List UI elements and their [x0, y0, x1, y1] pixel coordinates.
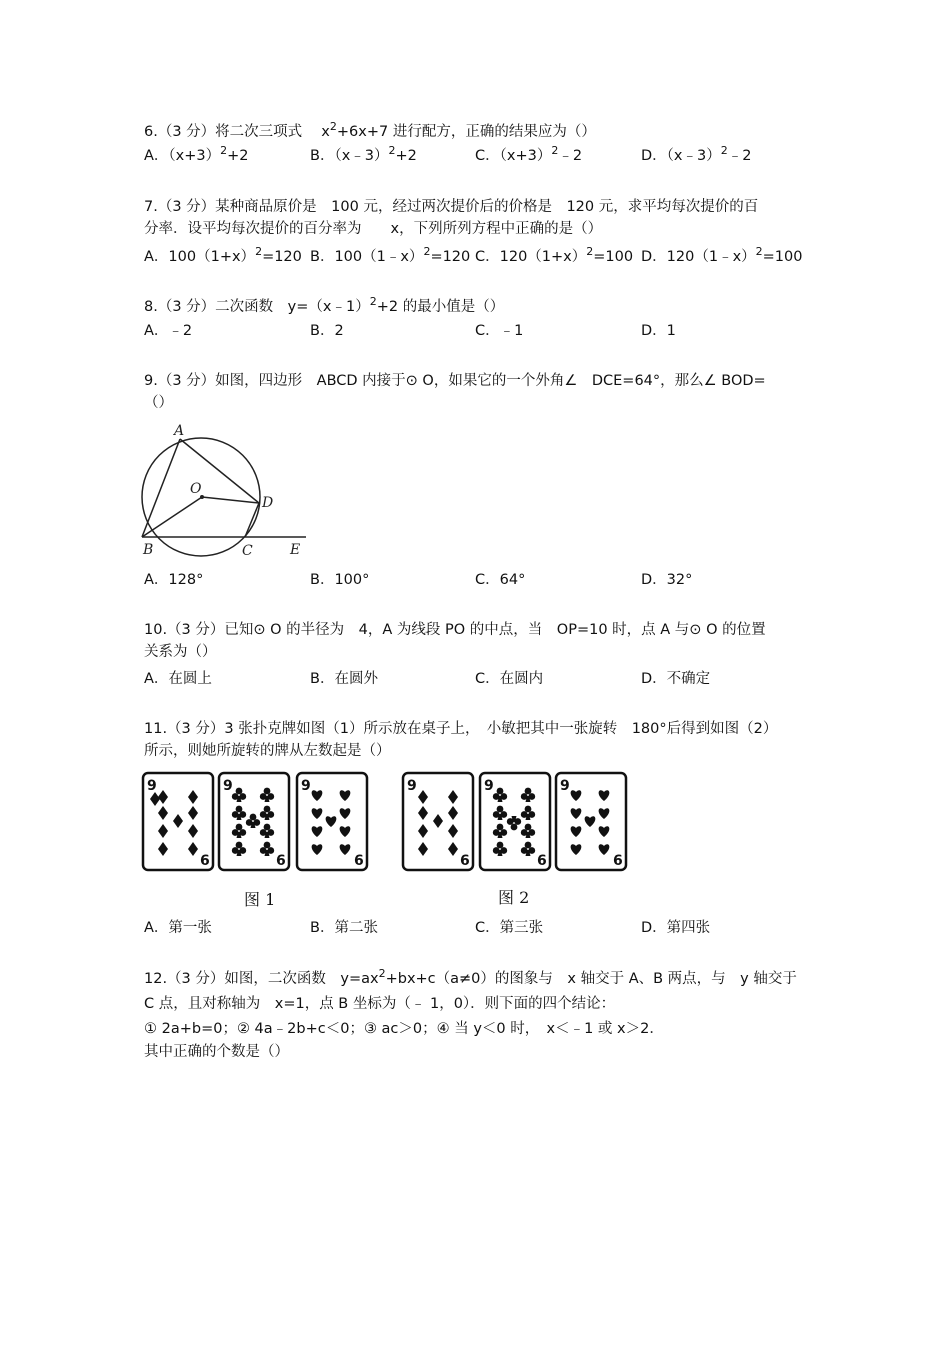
- q10-option-a: A．在圆上: [144, 671, 212, 687]
- fig1-card2-index-top: 9: [223, 778, 233, 794]
- circle-quadrilateral-figure: [138, 420, 310, 560]
- fig2-card2-index-bottom: 6: [537, 853, 547, 869]
- q12-stem-line1: 12.（3 分）如图，二次函数 $y=ax^2+bx+c(a\ne 0)$的图象与 x 轴交于 A、B 两点，与 y 轴交于: [144, 967, 797, 987]
- q7-options: [144, 247, 824, 267]
- q12-stem-line4: 其中正确的个数是（）: [144, 1044, 289, 1060]
- q11-option-b: B．第二张: [310, 920, 378, 936]
- q8-stem: 8.（3 分）二次函数 y=（x﹣1）$^2$+2 的最小值是（）: [144, 295, 505, 315]
- segment-dc: [245, 503, 259, 537]
- q8-option-c: C．﹣1: [475, 323, 524, 339]
- fig1-card3-index-top: 9: [301, 778, 311, 794]
- q7-option-c: C．$120(1+x)^2=100$: [475, 245, 634, 265]
- q6-option-b: B．（x﹣3）$^2$+2: [310, 144, 417, 164]
- q6-stem: 6.（3 分）将二次三项式 $x^2+6x+7$ 进行配方，正确的结果应为（）: [144, 120, 596, 140]
- label-o: O: [190, 481, 202, 497]
- fig1-card2: [219, 773, 289, 870]
- q10-stem-line2: 关系为（）: [144, 644, 217, 660]
- fig1-card1: [143, 773, 213, 870]
- q7-stem-line1: 7.（3 分）某种商品原价是 100 元，经过两次提价后的价格是 120 元，求平均每次提价的百: [144, 199, 759, 215]
- q11-option-a: A．第一张: [144, 920, 212, 936]
- fig2-card1-index-bottom: 6: [460, 853, 470, 869]
- label-b: B: [143, 542, 154, 558]
- q11-stem-line2: 所示，则她所旋转的牌从左数起是（）: [144, 743, 391, 759]
- q6-option-a: A．$(x+3)^2+2$: [144, 144, 249, 164]
- q7-option-d: D．120（1﹣x）$^2$=100: [641, 245, 803, 265]
- fig2-card2-index-top: 9: [484, 778, 494, 794]
- fig2-card2: [480, 773, 550, 870]
- q11-option-c: C．第三张: [475, 920, 544, 936]
- q7-option-b: B．100（1﹣x）$^2$=120: [310, 245, 471, 265]
- q9-option-c: C．64°: [475, 572, 526, 588]
- fig1-card3: [297, 773, 367, 870]
- label-c: C: [242, 543, 253, 559]
- q12-stem-line3: ① 2a+b=0；② 4a﹣2b+c＜0；③ ac＞0；④ 当 y＜0 时， x＜﹣1 或 x＞2．: [144, 1021, 664, 1037]
- q9-option-a: A．128°: [144, 572, 204, 588]
- segment-od: [202, 497, 259, 503]
- q9-options: [144, 570, 824, 590]
- q8-option-d: D．1: [641, 323, 676, 339]
- fig2-card1-index-top: 9: [407, 778, 417, 794]
- q9-option-d: D．32°: [641, 572, 693, 588]
- q7-option-a: A．$100(1+x)^2=120$: [144, 245, 302, 265]
- q10-options: [144, 669, 824, 689]
- fig1-card2-index-bottom: 6: [276, 853, 286, 869]
- label-d: D: [262, 495, 274, 511]
- q6-option-c: C．$(x+3)^2﹣2$: [475, 144, 583, 164]
- q6-options: [144, 146, 824, 166]
- q10-option-d: D．不确定: [641, 671, 711, 687]
- q11-options: [144, 918, 824, 938]
- q7-stem-line2: 分率．设平均每次提价的百分率为 x，下列所列方程中正确的是（）: [144, 221, 603, 237]
- q10-stem-line1: 10.（3 分）已知⊙ O 的半径为 4，A 为线段 PO 的中点，当 OP=10 时，点 A 与⊙ O 的位置: [144, 622, 766, 638]
- q6-option-d: D．（x﹣3）$^2$﹣2: [641, 144, 752, 164]
- fig2-card3: [556, 773, 626, 870]
- playing-cards-figure: [140, 770, 630, 876]
- figure1-caption: 图 1: [244, 890, 276, 909]
- fig1-card1-index-bottom: 6: [200, 853, 210, 869]
- label-e: E: [290, 542, 301, 558]
- figure2-caption: 图 2: [498, 888, 530, 907]
- q8-options: [144, 321, 824, 341]
- fig2-card3-index-top: 9: [560, 778, 570, 794]
- fig2-card3-index-bottom: 6: [613, 853, 623, 869]
- fig1-card3-index-bottom: 6: [354, 853, 364, 869]
- label-a: A: [174, 423, 185, 439]
- q10-option-c: C．在圆内: [475, 671, 544, 687]
- q8-option-a: A．﹣2: [144, 323, 193, 339]
- q9-stem-line1: 9.（3 分）如图，四边形 ABCD 内接于⊙ O，如果它的一个外角∠ DCE=64°，那么∠ BOD=: [144, 373, 766, 389]
- segment-bo: [142, 497, 202, 537]
- q11-option-d: D．第四张: [641, 920, 711, 936]
- q9-stem-line2: （）: [144, 395, 173, 411]
- q12-stem-line2: C 点，且对称轴为 x=1，点 B 坐标为（﹣ 1，0）．则下面的四个结论：: [144, 996, 616, 1012]
- q10-option-b: B．在圆外: [310, 671, 378, 687]
- fig1-card1-index-top: 9: [147, 778, 157, 794]
- q8-option-b: B．2: [310, 323, 344, 339]
- q9-option-b: B．100°: [310, 572, 370, 588]
- fig2-card1: [403, 773, 473, 870]
- q11-stem-line1: 11.（3 分）3 张扑克牌如图（1）所示放在桌子上， 小敏把其中一张旋转 180°后得到如图（2）: [144, 721, 778, 737]
